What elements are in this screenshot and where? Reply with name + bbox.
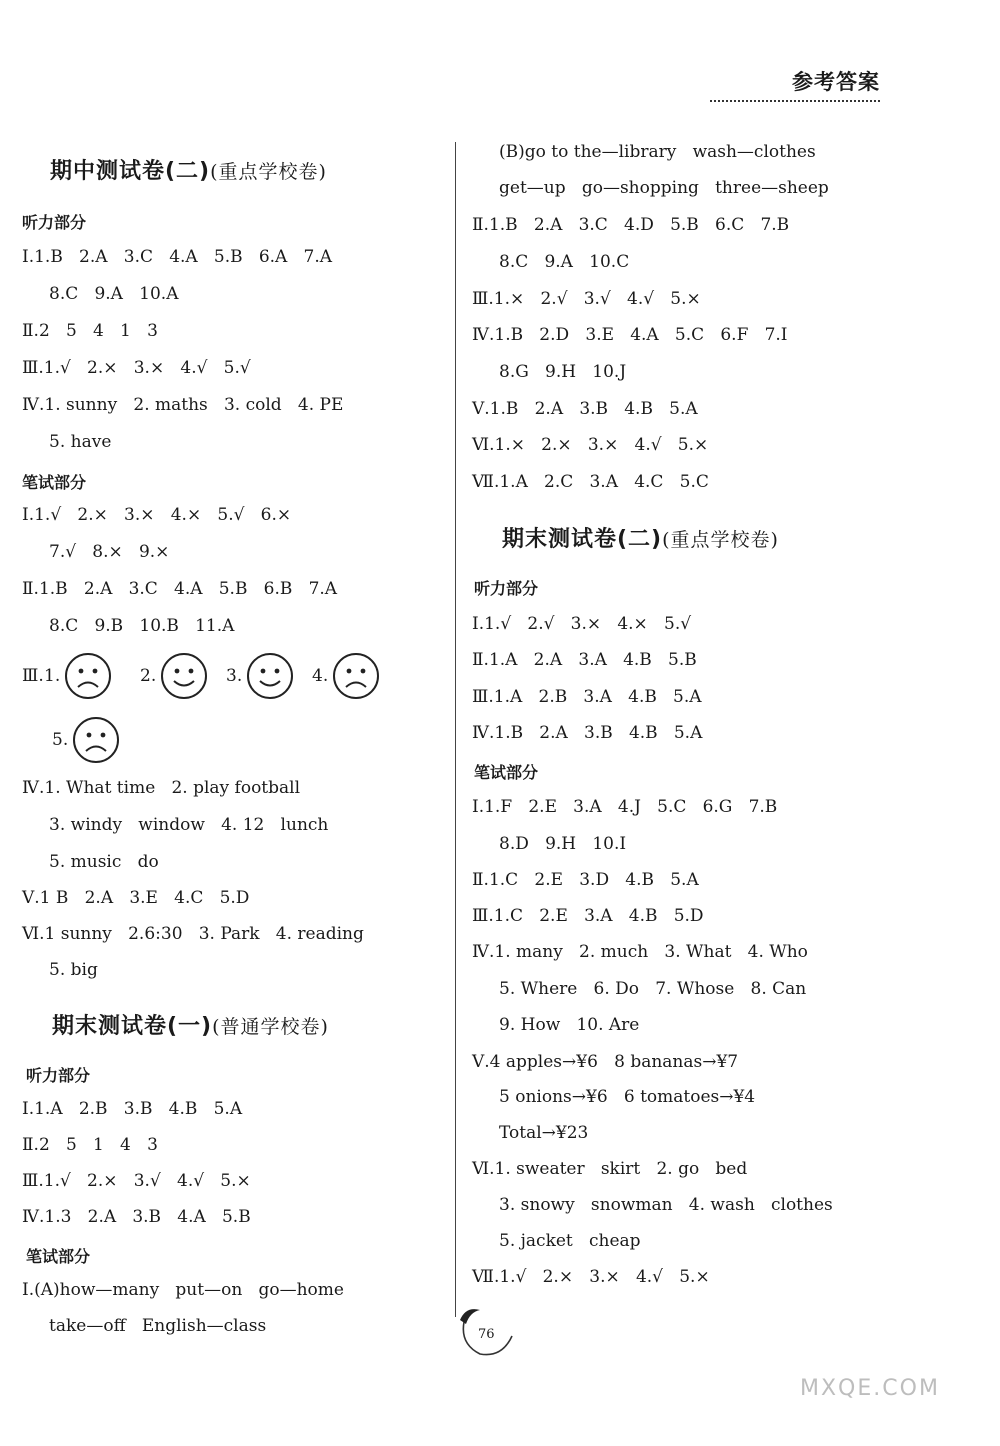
answer-line: Ⅵ.1 sunny 2.6:30 3. Park 4. reading <box>22 924 364 944</box>
answer-line: Ⅰ.1.√ 2.× 3.× 4.× 5.√ 6.× <box>22 505 292 525</box>
answer-line: Ⅰ.1.F 2.E 3.A 4.J 5.C 6.G 7.B <box>472 797 778 817</box>
answer-line: 8.C 9.A 10.C <box>472 252 630 272</box>
listening-label: 听力部分 <box>22 213 87 232</box>
answer-line: (B)go to the—library wash—clothes <box>472 142 816 162</box>
answer-line: 8.D 9.H 10.I <box>472 834 627 854</box>
section-title-final-2 <box>502 522 779 553</box>
answer-line: Ⅲ.1.A 2.B 3.A 4.B 5.A <box>472 687 702 707</box>
answer-line: Ⅱ.2 5 4 1 3 <box>22 321 158 341</box>
section-title-sub: (重点学校卷) <box>662 529 779 551</box>
section-title-main: 期末测试卷(一) <box>52 1014 213 1039</box>
answer-line: 9. How 10. Are <box>472 1015 640 1035</box>
answer-line: Ⅳ.1. sunny 2. maths 3. cold 4. PE <box>22 395 344 415</box>
face-number: 3. <box>226 666 243 686</box>
answer-line: Ⅳ.1. many 2. much 3. What 4. Who <box>472 942 808 962</box>
answer-line: Ⅲ.1.× 2.√ 3.√ 4.√ 5.× <box>472 289 701 309</box>
sad-face-icon <box>64 652 112 700</box>
answer-line: Ⅰ.(A)how—many put—on go—home <box>22 1280 344 1300</box>
faces-row <box>22 652 422 704</box>
answer-line: 3. snowy snowman 4. wash clothes <box>472 1195 833 1215</box>
answer-line: Ⅰ.1.A 2.B 3.B 4.B 5.A <box>22 1099 243 1119</box>
answer-line: 5 onions→¥6 6 tomatoes→¥4 <box>472 1087 756 1107</box>
section-title-sub: (重点学校卷) <box>210 161 327 183</box>
section-title-midterm-2 <box>50 154 327 185</box>
answer-line: Ⅴ.4 apples→¥6 8 bananas→¥7 <box>472 1052 739 1072</box>
answer-line: Ⅱ.2 5 1 4 3 <box>22 1135 158 1155</box>
faces-row-2 <box>52 716 172 768</box>
sad-face-icon <box>332 652 380 700</box>
happy-face-icon <box>160 652 208 700</box>
answer-line: Ⅴ.1 B 2.A 3.E 4.C 5.D <box>22 888 250 908</box>
answer-line: 5. big <box>22 960 98 980</box>
answer-line: 5. music do <box>22 852 159 872</box>
section-title-sub: (普通学校卷) <box>212 1016 329 1038</box>
answer-line: Ⅴ.1.B 2.A 3.B 4.B 5.A <box>472 399 698 419</box>
header-rule <box>710 100 880 102</box>
answer-line: 7.√ 8.× 9.× <box>22 542 170 562</box>
page-number-badge <box>456 1300 520 1360</box>
face-number: 5. <box>52 730 69 750</box>
answer-line: get—up go—shopping three—sheep <box>472 178 829 198</box>
watermark: MXQE.COM <box>800 1376 940 1401</box>
answer-line: Ⅶ.1.A 2.C 3.A 4.C 5.C <box>472 472 709 492</box>
answer-line: Ⅱ.1.A 2.A 3.A 4.B 5.B <box>472 650 697 670</box>
answer-line: Ⅳ.1.B 2.A 3.B 4.B 5.A <box>472 723 703 743</box>
face-number: 2. <box>140 666 157 686</box>
answer-line: 5. have <box>22 432 112 452</box>
sad-face-icon <box>72 716 120 764</box>
answer-line: Ⅵ.1. sweater skirt 2. go bed <box>472 1159 748 1179</box>
answer-line: Ⅶ.1.√ 2.× 3.× 4.√ 5.× <box>472 1267 710 1287</box>
answer-line: 8.C 9.A 10.A <box>22 284 179 304</box>
answer-line: Ⅵ.1.× 2.× 3.× 4.√ 5.× <box>472 435 709 455</box>
section-title-main: 期中测试卷(二) <box>50 159 211 184</box>
writing-label: 笔试部分 <box>22 473 87 492</box>
face-number: 1. <box>44 666 61 686</box>
answer-line: Ⅰ.1.√ 2.√ 3.× 4.× 5.√ <box>472 614 692 634</box>
page-number: 76 <box>478 1327 495 1342</box>
listening-label: 听力部分 <box>26 1066 91 1085</box>
answer-line: Ⅳ.1. What time 2. play football <box>22 778 301 798</box>
answer-line: 5. Where 6. Do 7. Whose 8. Can <box>472 979 807 999</box>
writing-label: 笔试部分 <box>474 763 539 782</box>
answer-line: Ⅳ.1.3 2.A 3.B 4.A 5.B <box>22 1207 251 1227</box>
answer-line: 8.G 9.H 10.J <box>472 362 627 382</box>
answer-line: 3. windy window 4. 12 lunch <box>22 815 329 835</box>
answer-line: Ⅱ.1.B 2.A 3.C 4.D 5.B 6.C 7.B <box>472 215 790 235</box>
answer-line: Ⅱ.1.C 2.E 3.D 4.B 5.A <box>472 870 699 890</box>
answer-line: Ⅳ.1.B 2.D 3.E 4.A 5.C 6.F 7.I <box>472 325 788 345</box>
face-number: 4. <box>312 666 329 686</box>
answer-line: Ⅰ.1.B 2.A 3.C 4.A 5.B 6.A 7.A <box>22 247 333 267</box>
answer-line: 5. jacket cheap <box>472 1231 641 1251</box>
answer-line: Ⅲ.1.√ 2.× 3.× 4.√ 5.√ <box>22 358 251 378</box>
answer-line: 8.C 9.B 10.B 11.A <box>22 616 235 636</box>
faces-prefix: Ⅲ. <box>22 666 44 686</box>
happy-face-icon <box>246 652 294 700</box>
listening-label: 听力部分 <box>474 579 539 598</box>
section-title-final-1 <box>52 1009 329 1040</box>
answer-line: Ⅱ.1.B 2.A 3.C 4.A 5.B 6.B 7.A <box>22 579 338 599</box>
answer-line: Ⅲ.1.√ 2.× 3.√ 4.√ 5.× <box>22 1171 251 1191</box>
writing-label: 笔试部分 <box>26 1247 91 1266</box>
answer-line: take—off English—class <box>22 1316 267 1336</box>
page-header <box>700 66 880 106</box>
header-title: 参考答案 <box>792 70 880 94</box>
answer-line: Total→¥23 <box>472 1123 589 1143</box>
section-title-main: 期末测试卷(二) <box>502 527 663 552</box>
column-divider <box>455 142 456 1317</box>
answer-line: Ⅲ.1.C 2.E 3.A 4.B 5.D <box>472 906 704 926</box>
